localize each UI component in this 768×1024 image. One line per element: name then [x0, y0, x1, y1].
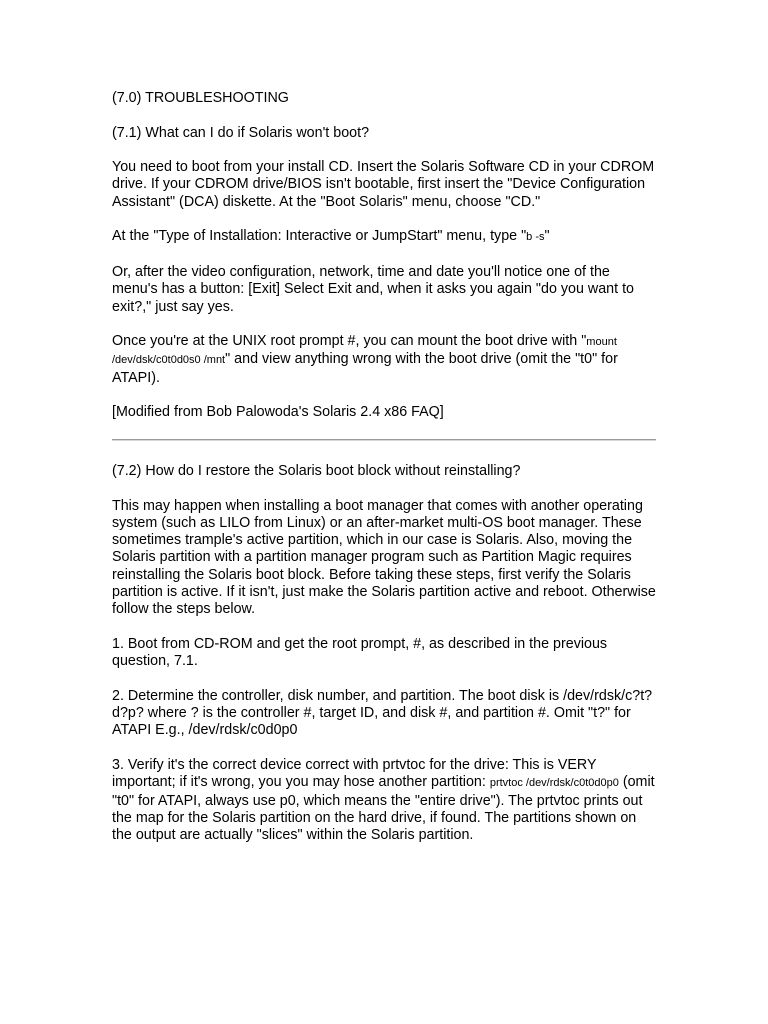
- step-1: 1. Boot from CD-ROM and get the root prompt, #, as described in the previous question, 7.1.: [112, 635, 608, 670]
- paragraph-text: 3. Verify it's the correct device correct with prtvtoc for the drive: This is VERY important; if it's wrong, you you may hose another partition:: [112, 756, 597, 791]
- document-body: [112, 90, 657, 862]
- paragraph-text: " and view anything wrong with the boot drive (omit the "t0" for ATAPI).: [112, 351, 618, 386]
- inline-command: prtvtoc /dev/rdsk/c0t0d0p0: [489, 777, 619, 790]
- section-title: (7.0) TROUBLESHOOTING: [112, 90, 289, 106]
- question-7-2-paragraph-1: This may happen when installing a boot manager that comes with another operating system (such as LILO from Linux) or an after-market multi-OS boot manager. These sometimes trample's active partition, which in our case is Solaris. Also, moving the Solaris partition with a partition manager program such as Partition Magic requires reinstalling the Solaris boot block. Before taking these steps, first verify the Solaris partition is active. If it isn't, just make the Solaris partition active and reboot. Otherwise follow the steps below.: [112, 497, 656, 618]
- question-7-1-paragraph-1: You need to boot from your install CD. Insert the Solaris Software CD in your CDROM drive. If your CDROM drive/BIOS isn't bootable, first insert the "Device Configuration Assistant" (DCA) diskette. At the "Boot Solaris" menu, choose "CD.": [112, 159, 655, 210]
- question-7-1-paragraph-4: [112, 333, 657, 387]
- step-2: 2. Determine the controller, disk number, and partition. The boot disk is /dev/rdsk/c?t?d?p? where ? is the controller #, target ID, and disk #, and partition #. Omit "t?" for ATAPI E.g., /dev/rdsk/c0d0p0: [112, 687, 653, 739]
- inline-command: mount /dev/dsk/c0t0d0s0 /mnt: [112, 336, 617, 367]
- step-3: [112, 757, 657, 844]
- paragraph-text: ": [544, 228, 550, 245]
- question-7-1-paragraph-2: [112, 228, 657, 246]
- paragraph-text: (omit "t0" for ATAPI, always use p0, which means the "entire drive"). The prtvtoc prints out the map for the Solaris partition on the hard drive, if found. The partitions shown on the output are actually "slices" within the Solaris partition.: [112, 774, 655, 844]
- horizontal-divider: [112, 439, 656, 441]
- paragraph-text: Once you're at the UNIX root prompt #, you can mount the boot drive with ": [112, 333, 587, 350]
- question-7-1-heading: (7.1) What can I do if Solaris won't boot?: [112, 124, 370, 141]
- question-7-1-attribution: [Modified from Bob Palowoda's Solaris 2.4 x86 FAQ]: [112, 404, 444, 421]
- inline-command: b -s: [526, 231, 545, 244]
- question-7-2-heading: (7.2) How do I restore the Solaris boot block without reinstalling?: [112, 462, 521, 479]
- question-7-1-paragraph-3: Or, after the video configuration, network, time and date you'll notice one of the menu's has a button: [Exit] Select Exit and, when it asks you again "do you want to exit?," just say yes.: [112, 263, 634, 315]
- paragraph-text: At the "Type of Installation: Interactive or JumpStart" menu, type ": [112, 228, 527, 245]
